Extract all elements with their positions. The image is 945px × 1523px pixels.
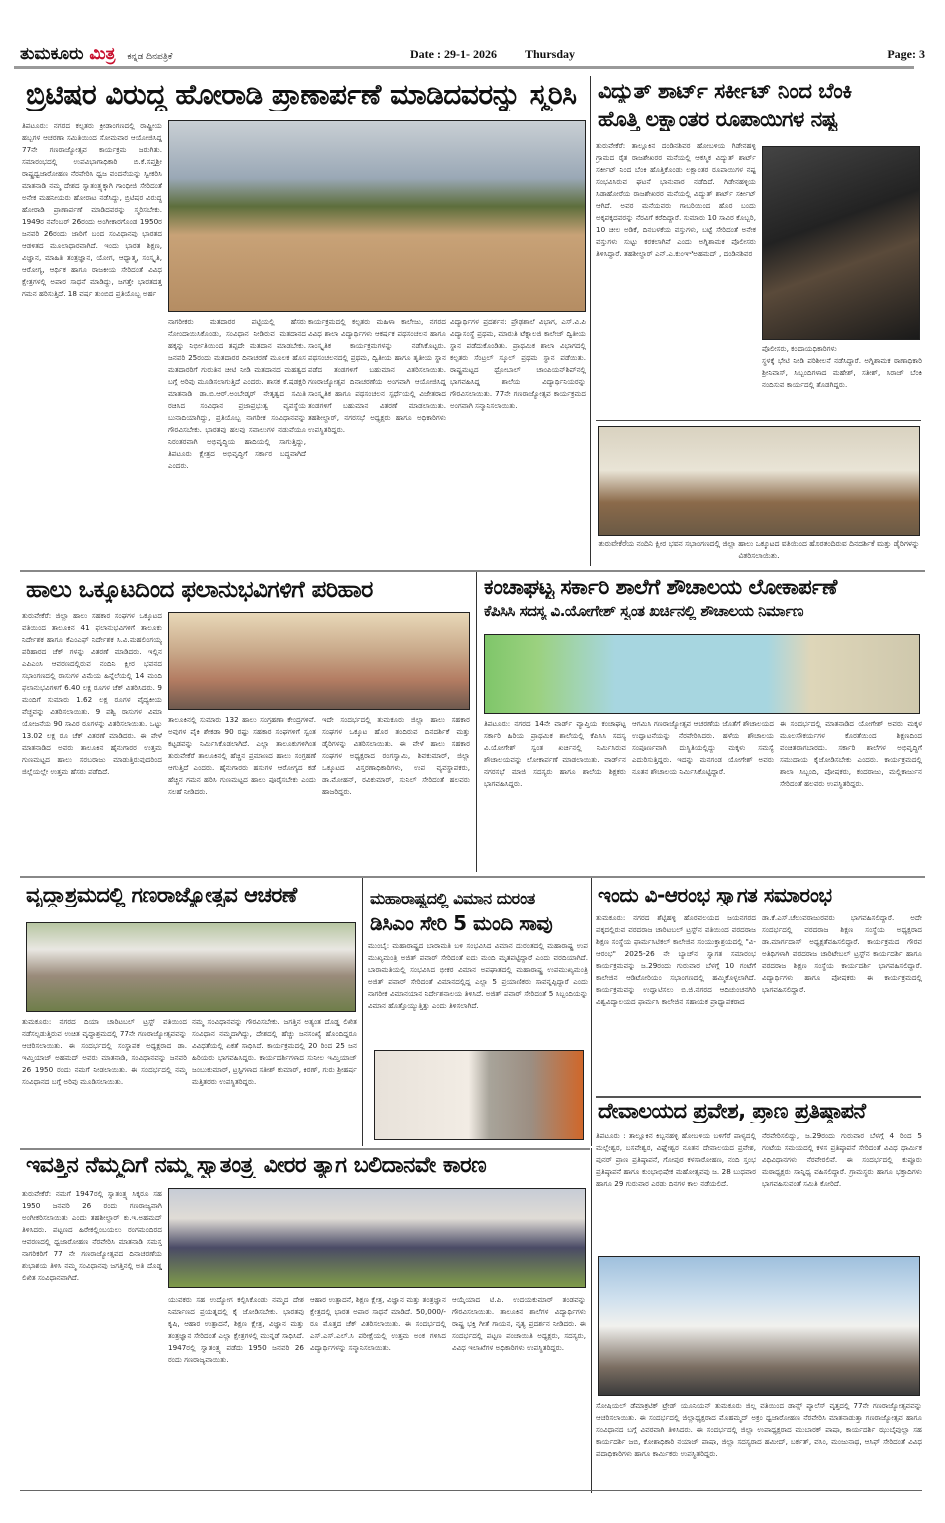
article-union-body: ಸೋಷಿಯಲ್ ಡೆಮಾಕ್ರಟಿಕ್ ಟ್ರೇಡ್ ಯೂನಿಯನ್ ತುಮಕೂರು ಜಿಲ್ಲ ವತಿಯಿಂದ ಡಾನ್ಸ್ ಪ್ಯಾಲೆಸ್ ವೃತ್ತದಲ್ಲಿ 77ನೇ ಗಣರಾಜ್ಯೋತ್ಸವವನ್ನು ಆಚರಿಸಲಾಯಿತು. ಈ ಸಂದರ್ಭದಲ್ಲಿ ಜಿಲ್ಲಾಧ್ಯಕ್ಷರಾದ ಮೊಹಮ್ಮದ್ ಅಕ್ರಂ ಧ್ವಜಾರೋಹಣ ನೆರವೇರಿಸಿ ಮಾತನಾಡುತ್ತಾ ಗಣರಾಜ್ಯೋತ್ಸವ ಹಾಗೂ ಸಂವಿಧಾನದ ಬಗ್ಗೆ ವಿವರವಾಗಿ ತಿಳಿಸಿದರು. ಈ ಸಂದರ್ಭದಲ್ಲಿ ಜಿಲ್ಲಾ ಉಪಾಧ್ಯಕ್ಷರಾದ ಮುಬಾರಕ್ ಪಾಷಾ, ಕಾರ್ಯದರ್ಶಿ ಝುಬೈವುಲ್ಲಾ ಸಹ ಕಾರ್ಯದರ್ಶಿ ಜಬಿ, ಕೋಶಾಧಿಕಾರಿ ನಯಾಜ್ ಪಾಷಾ, ಜಿಲ್ಲಾ ಸದಸ್ಯರಾದ ಹಮೀದ್, ಬರ್ಕತ್, ವಸಿಂ, ಮಂಜುನಾಥ, ಆಸಿಫ್ ಸೇರಿದಂತೆ ವಿವಿಧ ಪದಾಧಿಕಾರಿಗಳು ಹಾಗೂ ಕಾರ್ಮಿಕರು ಉಪಸ್ಥಿತರಿದ್ದರು. (596, 1401, 922, 1458)
section-rule (596, 1096, 921, 1098)
article-oldage-col1: ತುಮಕೂರು: ನಗರದ ದಿಯಾ ಚಾರಿಟಬಲ್ ಟ್ರಸ್ಟ್ ವತಿಯಿಂದ ನಡೆಸಲ್ಪಡುತ್ತಿರುವ ಉಚಿತ ವೃದ್ಧಾಶ್ರಮದಲ್ಲಿ 77ನೇ ಗಣರಾಜ್ಯೋತ್ಸವವನ್ನು ಆಚರಿಸಲಾಯಿತು. ಈ ಸಂದರ್ಭದಲ್ಲಿ ಸಂಸ್ಥಾಪಕ ಅಧ್ಯಕ್ಷರಾದ ಡಾ. ಇಮ್ತಿಯಾಜ್ ಅಹಮದ್ ಅವರು ಮಾತನಾಡಿ, ಸಂವಿಧಾನವನ್ನು ಜನವರಿ 26 1950 ರಂದು ನಮಗೆ ನೀಡಲಾಯಿತು. ಈ ಸಂದರ್ಭದಲ್ಲಿ ನಮ್ಮ ಸಂವಿಧಾನದ ಬಗ್ಗೆ ಅರಿವು ಮೂಡಿಸಲಾಯಿತು. (22, 1017, 187, 1086)
article-fire-col2: ಸ್ಥಳಕ್ಕೆ ಭೇಟಿ ನೀಡಿ ಪರಿಶೀಲನೆ ನಡೆಸಿದ್ದಾರೆ. ಅಗ್ನಿಶಾಮಕ ಠಾಣಾಧಿಕಾರಿ ಶ್ರೀನಿವಾಸ್, ಸಿಬ್ಬಂದಿಗಳಾದ ಮಹೇಶ್, ಸತೀಶ್, ಸಿರಾಜ್ ಬೆಂಕಿ ನಂದಿಸುವ ಕಾರ್ಯದಲ್ಲಿ ತೊಡಗಿದ್ದರು. (762, 356, 922, 389)
headline-school-toilet: ಕಂಚಾಘಟ್ಟ ಸರ್ಕಾರಿ ಶಾಲೆಗೆ ಶೌಚಾಲಯ ಲೋಕಾರ್ಪಣೆ (484, 576, 837, 599)
photo-school-inauguration (484, 634, 920, 714)
article-freedom-col2: ಯುವಕರು ಸಹ ಉದ್ಯೋಗ ಕಲ್ಪಿಸಿಕೊಂಡು ನಮ್ಮದ ದೇಶ ನಿರ್ಮಾಣದ ಪ್ರಯತ್ನದಲ್ಲಿ ಕೈ ಜೋಡಿಸಬೇಕು. ಭಾರತವು ಕೃಷಿ, ಆಹಾರ ಉತ್ಪಾದನೆ, ಶಿಕ್ಷಣ ಕ್ಷೇತ್ರ, ವಿಜ್ಞಾನ ಮತ್ತು ತಂತ್ರಜ್ಞಾನ ಸೇರಿದಂತೆ ಎಲ್ಲಾ ಕ್ಷೇತ್ರಗಳಲ್ಲಿ ಮುನ್ನಡೆ ಸಾಧಿಸಿದೆ. 1947ರಲ್ಲಿ ಸ್ವಾತಂತ್ರ್ಯ ಪಡೆದು 1950 ಜನವರಿ 26 ರಂದು ಗಣರಾಜ್ಯವಾಯಿತು. (168, 1295, 304, 1364)
subheadline-school-toilet: ಕೆಪಿಸಿಸಿ ಸದಸ್ಯ ವಿ.ಯೋಗೇಶ್ ಸ್ವಂತ ಖರ್ಚಿನಲ್ಲಿ ಶೌಚಾಲಯ ನಿರ್ಮಾಣ (484, 603, 803, 620)
article-temple-col2: ನೆರವೇರಿಸಲಿದ್ದು, ಜ.29ರಂದು ಗುರುವಾರ ಬೆಳಗ್ಗೆ 4 ರಿಂದ 5 ಗಂಟೆಯ ಸಮಯದಲ್ಲಿ ಕಳಸ ಪ್ರತಿಷ್ಠಾಪನೆ ಸೇರಿದಂತೆ ವಿವಿಧ ಧಾರ್ಮಿಕ ವಿಧಿವಿಧಾನಗಳು ನೆರವೇರಲಿವೆ. ಈ ಸಂದರ್ಭದಲ್ಲಿ ಕುಪ್ಪೂರು ಮಠಾಧ್ಯಕ್ಷರು ಸಾನ್ನಿಧ್ಯ ವಹಿಸಲಿದ್ದಾರೆ. ಗ್ರಾಮಸ್ಥರು ಹಾಗೂ ಭಕ್ತಾದಿಗಳು ಭಾಗವಹಿಸುವಂತೆ ಸಮಿತಿ ಕೋರಿದೆ. (762, 1131, 922, 1188)
photo-milk-calendar (598, 426, 920, 536)
masthead-rule (14, 66, 914, 69)
headline-republic-day: ಬ್ರಿಟಿಷರ ವಿರುದ್ಧ ಹೋರಾಡಿ ಪ್ರಾಣಾರ್ಪಣೆ ಮಾಡಿದವರನ್ನು ಸ್ಮರಿಸಿ (26, 80, 577, 111)
issue-date: Date : 29-1- 2026 (410, 47, 497, 61)
photo-caption-milk: ತುರುವೇಕೆರೆಯ ನಂದಿನಿ ಕ್ಷೀರ ಭವನ ಸಭಾಂಗಣದಲ್ಲಿ ಜಿಲ್ಲಾ ಹಾಲು ಒಕ್ಕೂಟದ ವತಿಯಿಂದ ಹೊರತಂದಿರುವ ದಿನದರ್ಶಿಕೆ ಮತ್ತು ಡೈರಿಗಳನ್ನು ವಿತರಿಸಲಾಯಿತು. (598, 539, 920, 560)
article-oldage-col2: ನಮ್ಮ ಸಂವಿಧಾನವನ್ನು ಗೌರವಿಸಬೇಕು. ಜಗತ್ತಿನ ಅತ್ಯಂತ ದೊಡ್ಡ ಲಿಖಿತ ಸಂವಿಧಾನ ನಮ್ಮದಾಗಿದ್ದು, ದೇಶದಲ್ಲಿ ಹೆಚ್ಚು ಜನಸಂಖ್ಯೆ ಹೊಂದಿದ್ದರೂ ವಿವಿಧತೆಯಲ್ಲಿ ಏಕತೆ ಸಾಧಿಸಿದೆ. ಕಾರ್ಯಕ್ರಮದಲ್ಲಿ 20 ರಿಂದ 25 ಜನ ಹಿರಿಯರು ಭಾಗವಹಿಸಿದ್ದರು. ಕಾರ್ಯದರ್ಶಿಗಳಾದ ಸುನೀಲ ಇಮ್ತಿಯಾಜ್ ಜಂಬುಕುಮಾರ್, ಟ್ರಸ್ಟಿಗಳಾದ ಸತೀಶ್ ಕುಮಾರ್, ಕಿರಣ್, ಗುರು ಶ್ರೀಹರ್ಷ ಮತ್ತಿತರರು ಉಪಸ್ಥಿತರಿದ್ದರು. (192, 1017, 357, 1086)
article-varambha-col1: ತುಮಕೂರು: ನಗರದ ಶೆಟ್ಟಿಹಳ್ಳಿ ಹೊರವಲಯದ ಜಯನಗರದ ಪಕ್ಕದಲ್ಲಿರುವ ವರದರಾಜ ಚಾರಿಟಬಲ್ ಟ್ರಸ್ಟ್‌ನ ವತಿಯಿಂದ ವರದರಾಜ ಶಿಕ್ಷಣ ಸಂಸ್ಥೆಯ ಫಾರ್ಮಸಿಟಿಕಲ್ ಕಾಲೇಜಿನ ಸಂಯುಕ್ತಾಶ್ರಯದಲ್ಲಿ "ವಿ-ಆರಂಭ" 2025-26 ನೇ ಬ್ಯಾಚ್‌ನ ಸ್ವಾಗತ ಸಮಾರಂಭ ಕಾರ್ಯಕ್ರಮವನ್ನು ಜ.29ರಂದು ಗುರುವಾರ ಬೆಳಗ್ಗೆ 10 ಗಂಟೆಗೆ ಕಾಲೇಜಿನ ಆಡಿಟೋರಿಯಂ ಸಭಾಂಗಣದಲ್ಲಿ ಹಮ್ಮಿಕೊಳ್ಳಲಾಗಿದೆ. ಕಾರ್ಯಕ್ರಮವನ್ನು ಉದ್ಘಾಟಿಸಲು ಬಿ.ಜಿ.ನಗರದ ಆದಿಚುಂಚನಗಿರಿ ವಿಶ್ವವಿದ್ಯಾಲಯದ ಫಾರ್ಮಸಿ ಕಾಲೇಜಿನ ಸಹಾಯಕ ಪ್ರಾಧ್ಯಾಪಕರಾದ (596, 913, 756, 1006)
headline-freedom-fighters: ಇವತ್ತಿನ ನೆಮ್ಮದಿಗೆ ನಮ್ಮ ಸ್ವಾತಂತ್ರ್ಯ ವೀರರ ತ್ಯಾಗ ಬಲಿದಾನವೇ ಕಾರಣ (26, 1154, 487, 1178)
article-republic-col1: ತಿಪಟೂರು: ನಗರದ ಕಲ್ಪತರು ಕ್ರೀಡಾಂಗಣದಲ್ಲಿ ರಾಷ್ಟ್ರೀಯ ಹಬ್ಬಗಳ ಆಚರಣಾ ಸಮಿತಿಯಿಂದ ಸೋಮವಾರ ಆಯೋಜಿಸಿದ್ದ 77ನೇ ಗಣರಾಜ್ಯೋತ್ಸವ ಕಾರ್ಯಕ್ರಮ ಜರುಗಿತು. ಸಮಾರಂಭದಲ್ಲಿ ಉಪವಿಭಾಗಾಧಿಕಾರಿ ಬಿ.ಕೆ.ಸಪ್ತಶ್ರೀ ರಾಷ್ಟ್ರಧ್ವಜಾರೋಹಣ ನೆರವೇರಿಸಿ ಧ್ವಜ ವಂದನೆಯನ್ನು ಸ್ವೀಕರಿಸಿ ಮಾತನಾಡಿ ನಮ್ಮ ದೇಶದ ಸ್ವಾತಂತ್ರ್ಯಕ್ಕಾಗಿ ಗಾಂಧೀಜಿ ಸೇರಿದಂತೆ ಅನೇಕ ಮಹನೀಯರು ಹೋರಾಟ ನಡೆಸಿದ್ದು, ಬ್ರಿಟಿಷರ ವಿರುದ್ಧ ಹೋರಾಡಿ ಪ್ರಾಣಾರ್ಪಣೆ ಮಾಡಿದವರನ್ನು ಸ್ಮರಿಸಬೇಕು. 1949ರ ನವೆಂಬರ್ 26ರಂದು ಅಂಗೀಕಾರಗೊಂಡ 1950ರ ಜನವರಿ 26ರಂದು ಜಾರಿಗೆ ಬಂದ ಸಂವಿಧಾನವು ಭಾರತದ ಆಡಳಿತದ ಮೂಲಾಧಾರವಾಗಿದೆ. ಇಂದು ಭಾರತ ಶಿಕ್ಷಣ, ವಿಜ್ಞಾನ, ಮಾಹಿತಿ ತಂತ್ರಜ್ಞಾನ, ಯೋಗ, ಆಧ್ಯಾತ್ಮ, ಸಂಸ್ಕೃತಿ, ಆರೋಗ್ಯ, ಆರ್ಥಿಕ ಹಾಗೂ ರಾಜಕೀಯ ಸೇರಿದಂತೆ ವಿವಿಧ ಕ್ಷೇತ್ರಗಳಲ್ಲಿ ಅಪಾರ ಸಾಧನೆ ಮಾಡಿದ್ದು, ಜಗತ್ತೇ ಭಾರತದತ್ತ ಗಮನ ಹರಿಸುತ್ತಿದೆ. 18 ವರ್ಷ ತುಂಬಿದ ಪ್ರತಿಯೊಬ್ಬ ಅರ್ಹ (22, 121, 162, 298)
column-divider (591, 878, 592, 1146)
footer-rule (20, 1490, 922, 1491)
column-divider (476, 572, 477, 872)
photo-student-awards (168, 1188, 586, 1288)
article-republic-col4: ವಿದ್ಯಾರ್ಥಿಗಳ ಪ್ರದರ್ಶನ: ಪ್ರೌಢಶಾಲೆ ವಿಭಾಗ, ಎಸ್.ವಿ.ಪಿ ವಿದ್ಯಾಸಂಸ್ಥೆ ಪ್ರಥಮ, ಮಾರುತಿ ಟೆಕ್ನಾಲಜಿ ಕಾಲೇಜ್ ದ್ವಿತೀಯ ಸ್ಥಾನ ಪಡೆದುಕೊಂಡಿತು. ಪ್ರಾಥಮಿಕ ಶಾಲಾ ವಿಭಾಗದಲ್ಲಿ ಕಲ್ಪತರು ಸೆಂಟ್ರಲ್ ಸ್ಕೂಲ್ ಪ್ರಥಮ ಸ್ಥಾನ ಪಡೆಯಿತು. ರಾಷ್ಟ್ರಮಟ್ಟದ ಥ್ರೋಬಾಲ್ ಚಾಂಪಿಯನ್‌ಶಿಪ್‌ನಲ್ಲಿ ಭಾಗವಹಿಸಿದ್ದ ಶಾಲೆಯ ವಿದ್ಯಾರ್ಥಿನಿಯರನ್ನು ಗೌರವಿಸಲಾಯಿತು. 77ನೇ ಗಣರಾಜ್ಯೋತ್ಸವ ಕಾರ್ಯಕ್ರಮದ ಅಂಗವಾಗಿ ಸನ್ಮಾನಿಸಲಾಯಿತು. (450, 317, 586, 410)
article-republic-col3: ಕಾರ್ಯಕ್ರಮದಲ್ಲಿ ಕಲ್ಪತರು ಮಹಿಳಾ ಕಾಲೇಜು, ನಗರದ ವಿವಿಧ ಶಾಲಾ ವಿದ್ಯಾರ್ಥಿಗಳು ಆಕರ್ಷಕ ಪಥಸಂಚಲನ ಹಾಗೂ ಸಾಂಸ್ಕೃತಿಕ ಕಾರ್ಯಕ್ರಮಗಳನ್ನು ನಡೆಸಿಕೊಟ್ಟರು. ಪಥಸಂಚಲನದಲ್ಲಿ ಪ್ರಥಮ, ದ್ವಿತೀಯ ಹಾಗೂ ತೃತೀಯ ಸ್ಥಾನ ಪಡೆದ ತಂಡಗಳಿಗೆ ಬಹುಮಾನ ವಿತರಿಸಲಾಯಿತು. ಗಣರಾಜ್ಯೋತ್ಸವ ದಿನಾಚರಣೆಯ ಅಂಗವಾಗಿ ಆಯೋಜಿಸಿದ್ದ ಸಾಂಸ್ಕೃತಿಕ ಹಾಗೂ ಪಥಸಂಚಲನ ಸ್ಪರ್ಧೆಯಲ್ಲಿ ವಿಜೇತರಾದ ತಂಡಗಳಿಗೆ ಬಹುಮಾನ ವಿತರಣೆ ಮಾಡಲಾಯಿತು. ತಹಶೀಲ್ದಾರ್, ನಗರಸಭೆ ಅಧ್ಯಕ್ಷರು ಹಾಗೂ ಅಧಿಕಾರಿಗಳು ಉಪಸ್ಥಿತರಿದ್ದರು. (308, 317, 446, 434)
section-rule (20, 876, 925, 878)
headline-temple: ದೇವಾಲಯದ ಪ್ರವೇಶ, ಪ್ರಾಣ ಪ್ರತಿಷ್ಠಾಪನೆ (598, 1100, 866, 1123)
column-divider (590, 76, 591, 566)
column-divider (362, 878, 363, 1146)
column-divider (591, 1148, 592, 1493)
headline-plane-line2: ಡಿಸಿಎಂ ಸೇರಿ 5 ಮಂದಿ ಸಾವು (370, 912, 553, 934)
article-milk-col3: ಇದೇ ಸಂದರ್ಭದಲ್ಲಿ ತುಮಕೂರು ಜಿಲ್ಲಾ ಹಾಲು ಸಹಕಾರ ಸಂಘಗಳ ಒಕ್ಕೂಟ ಹೊರ ತಂದಿರುವ ದಿನದರ್ಶಿಕೆ ಮತ್ತು ಡೈರಿಗಳನ್ನು ವಿತರಿಸಲಾಯಿತು. ಈ ವೇಳೆ ಹಾಲು ಸಹಕಾರ ಸಂಘಗಳ ಅಧ್ಯಕ್ಷರಾದ ರಂಗಸ್ವಾಮಿ, ಶಿವಕುಮಾರ್, ಜಿಲ್ಲಾ ಒಕ್ಕೂಟದ ವಿಸ್ತರಣಾಧಿಕಾರಿಗಳು, ಉಪ ವ್ಯವಸ್ಥಾಪಕರು, ಡಾ.ಮೋಹನ್, ರವಿಕುಮಾರ್, ಸುನಿಲ್ ಸೇರಿದಂತೆ ಹಲವರು ಹಾಜರಿದ್ದರು. (322, 715, 470, 796)
logo-tagline: ಕನ್ನಡ ದಿನಪತ್ರಿಕೆ (127, 52, 173, 62)
article-milk-col2: ತಾಲೂಕಿನಲ್ಲಿ ಸುಮಾರು 132 ಹಾಲು ಸಂಗ್ರಹಣಾ ಕೇಂದ್ರಗಳಿವೆ. ಅವುಗಳ ಪೈಕಿ ಶೇಕಡಾ 90 ರಷ್ಟು ಸಹಕಾರ ಸಂಘಗಳಿಗೆ ಸ್ವಂತ ಕಟ್ಟಡವನ್ನು ನಿರ್ಮಿಸಿಕೊಡಲಾಗಿದೆ. ಎಲ್ಲಾ ತಾಲೂಕುಗಳಿಗಿಂತ ತುರುವೇಕೆರೆ ತಾಲೂಕಿನಲ್ಲಿ ಹೆಚ್ಚಿನ ಪ್ರಮಾಣದ ಹಾಲು ಸಂಗ್ರಹಣೆ ಆಗುತ್ತಿದೆ ಎಂದರು. ಹೈನುಗಾರರು ಹಸುಗಳ ಆರೋಗ್ಯದ ಕಡೆ ಹೆಚ್ಚಿನ ಗಮನ ಹರಿಸಿ ಗುಣಮಟ್ಟದ ಹಾಲು ಪೂರೈಸಬೇಕು ಎಂದು ಸಲಹೆ ನೀಡಿದರು. (168, 715, 316, 796)
headline-v-arambha: ಇಂದು ವಿ-ಆರಂಭ ಸ್ವಾಗತ ಸಮಾರಂಭ (598, 884, 832, 906)
headline-milk-union: ಹಾಲು ಒಕ್ಕೂಟದಿಂದ ಫಲಾನುಭವಿಗಳಿಗೆ ಪರಿಹಾರ (26, 578, 373, 603)
article-freedom-col4: ಆಯ್ಕೆಯಾದ ಟಿ.ಪಿ. ಉದಯಕುಮಾರ್ ತಂಡವನ್ನು ಗೌರವಿಸಲಾಯಿತು. ತಾಲೂಕಿನ ಶಾಲೆಗಳ ವಿದ್ಯಾರ್ಥಿಗಳು ರಾಷ್ಟ್ರ ಭಕ್ತಿ ಗೀತೆ ಗಾಯನ, ನೃತ್ಯ ಪ್ರದರ್ಶನ ನೀಡಿದರು. ಈ ಸಂದರ್ಭದಲ್ಲಿ ಪಟ್ಟಣ ಪಂಚಾಯಿತಿ ಅಧ್ಯಕ್ಷರು, ಸದಸ್ಯರು, ವಿವಿಧ ಇಲಾಖೆಗಳ ಅಧಿಕಾರಿಗಳು ಉಪಸ್ಥಿತರಿದ್ದರು. (452, 1295, 586, 1352)
article-fire-side: ಪೊಲೀಸರು, ಕಂದಾಯಧಿಕಾರಿಗಳು (762, 344, 837, 353)
headline-fire-line2: ಹೊತ್ತಿ ಲಕ್ಷಾಂತರ ರೂಪಾಯಿಗಳ ನಷ್ಟ (598, 108, 838, 131)
article-milk-col1: ತುರುವೇಕೆರೆ: ಜಿಲ್ಲಾ ಹಾಲು ಸಹಕಾರ ಸಂಘಗಳ ಒಕ್ಕೂಟದ ವತಿಯಿಂದ ತಾಲೂಕಿನ 41 ಫಲಾನುಭವಿಗಳಿಗೆ ತಾಲೂಕು ನಿರ್ದೇಶಕ ಹಾಗೂ ಕೆಎಂಎಫ್ ನಿರ್ದೇಶಕ ಸಿ.ವಿ.ಮಹಲಿಂಗಯ್ಯ ಪರಿಹಾರದ ಚೆಕ್ ಗಳನ್ನು ವಿತರಣೆ ಮಾಡಿದರು. ಇಲ್ಲಿನ ಎಪಿಎಂಸಿ ಆವರಣದಲ್ಲಿರುವ ನಂದಿನಿ ಕ್ಷೀರ ಭವನದ ಸಭಾಂಗಣದಲ್ಲಿ ರಾಸುಗಳ ವಿಮೆಯ ಹಿನ್ನೆಲೆಯಲ್ಲಿ 14 ಮಂದಿ ಫಲಾನುಭವಿಗಳಿಗೆ 6.40 ಲಕ್ಷ ರೂಗಳ ಚೆಕ್ ವಿತರಿಸಿದರು. 9 ಮಂದಿಗೆ ಸುಮಾರು 1.62 ಲಕ್ಷ ರೂಗಳ ವೈದ್ಯಕೀಯ ವೆಚ್ಚವನ್ನು ವಿತರಿಸಲಾಯಿತು. 9 ಪಶ್ವಿ ರಾಸುಗಳ ವಿಮಾ ಯೋಜನೆಯ 90 ಸಾವಿರ ರೂಗಳನ್ನು ವಿತರಿಸಲಾಯಿತು. ಒಟ್ಟು 13.02 ಲಕ್ಷ ರೂ ಚೆಕ್ ವಿತರಣೆ ಮಾಡಿದರು. ಈ ವೇಳೆ ಮಾತನಾಡಿದ ಅವರು ತಾಲೂಕಿನ ಹೈನುಗಾರರ ಉತ್ತಮ ಗುಣಮಟ್ಟದ ಹಾಲು ಸರಬರಾಜು ಮಾಡುತ್ತಿರುವುದರಿಂದ ಜಿಲ್ಲೆಯಲ್ಲೇ ಉತ್ತಮ ಹೆಸರು ಪಡೆದಿದೆ. (22, 611, 162, 776)
logo-accent: ಮಿತ್ರ (89, 44, 116, 64)
photo-old-age-home (26, 922, 356, 1012)
article-school-col1: ತಿಪಟೂರು: ನಗರದ 14ನೇ ವಾರ್ಡ್ ವ್ಯಾಪ್ತಿಯ ಕಂಚಾಘಟ್ಟ ಸರ್ಕಾರಿ ಹಿರಿಯ ಪ್ರಾಥಮಿಕ ಶಾಲೆಯಲ್ಲಿ ಕೆಪಿಸಿಸಿ ಸದಸ್ಯ ವಿ.ಯೋಗೇಶ್ ಸ್ವಂತ ಖರ್ಚಿನಲ್ಲಿ ನಿರ್ಮಿಸಿರುವ ಶೌಚಾಲಯವನ್ನು ಲೋಕಾರ್ಪಣೆ ಮಾಡಲಾಯಿತು. ವಾರ್ಡ್‌ನ ನಗರಸಭೆ ಮಾಜಿ ಸದಸ್ಯರು ಹಾಗೂ ಶಾಲೆಯ ಶಿಕ್ಷಕರು ಭಾಗವಹಿಸಿದ್ದರು. (484, 719, 626, 788)
page-number: Page: 3 (887, 47, 925, 61)
newspaper-logo (20, 44, 172, 64)
logo-main: ತುಮಕೂರು (20, 44, 84, 64)
photo-republic-parade (168, 120, 586, 312)
photo-milk-beneficiaries (168, 612, 470, 710)
article-plane-body: ಮುಂಬೈ: ಮಹಾರಾಷ್ಟ್ರದ ಬಾರಾಮತಿ ಬಳಿ ಸಂಭವಿಸಿದ ವಿಮಾನ ದುರಂತದಲ್ಲಿ ಮಹಾರಾಷ್ಟ್ರ ಉಪ ಮುಖ್ಯಮಂತ್ರಿ ಅಜಿತ್ ಪವಾರ್ ಸೇರಿದಂತೆ ಐದು ಮಂದಿ ಮೃತಪಟ್ಟಿದ್ದಾರೆ ಎಂದು ವರದಿಯಾಗಿದೆ. ಬಾರಾಮತಿಯಲ್ಲಿ ಸಂಭವಿಸಿದ ಭೀಕರ ವಿಮಾನ ಅಪಘಾತದಲ್ಲಿ ಮಹಾರಾಷ್ಟ್ರ ಉಪಮುಖ್ಯಮಂತ್ರಿ ಅಜಿತ್ ಪವಾರ್ ಸೇರಿದಂತೆ ವಿಮಾನದಲ್ಲಿದ್ದ ಎಲ್ಲಾ 5 ಪ್ರಯಾಣಿಕರು ಸಾವನ್ನಪ್ಪಿದ್ದಾರೆ ಎಂದು ನಾಗರೀಕ ವಿಮಾನಯಾನ ನಿರ್ದೇಶನಾಲಯ ತಿಳಿಸಿದೆ. ಅಜಿತ್ ಪವಾರ್ ಸೇರಿದಂತೆ 5 ಸಿಬ್ಬಂದಿಯನ್ನು ವಿಮಾನ ಹೊತ್ತೊಯ್ಯುತ್ತಿತ್ತು ಎಂದು ತಿಳಿಸಲಾಗಿದೆ. (368, 941, 588, 1010)
headline-old-age-home: ವೃದ್ಧಾಶ್ರಮದಲ್ಲಿ ಗಣರಾಜ್ಯೋತ್ಸವ ಆಚರಣೆ (26, 884, 297, 907)
article-republic-col2: ನಾಗರೀಕರು ಮತದಾರರ ಪಟ್ಟಿಯಲ್ಲಿ ಹೆಸರು ನೋಂದಾಯಿಸಿಕೊಂಡು, ಸಂವಿಧಾನ ನೀಡಿರುವ ಮತದಾನದ ಹಕ್ಕನ್ನು ನಿರ್ಭೀತಿಯಿಂದ ತಪ್ಪದೇ ಮತದಾನ ಮಾಡಬೇಕು. ಜನವರಿ 25ರಂದು ಮತದಾರರ ದಿನಾಚರಣೆ ಮೂಲಕ ಹೊಸ ಮತದಾರರಿಗೆ ಗುರುತಿನ ಚೀಟಿ ನೀಡಿ ಮತದಾನದ ಮಹತ್ವದ ಬಗ್ಗೆ ಅರಿವು ಮೂಡಿಸಲಾಗುತ್ತಿದೆ ಎಂದರು. ಶಾಸಕ ಕೆ.ಷಡಕ್ಷರಿ ಮಾತನಾಡಿ ಡಾ.ಬಿ.ಆರ್.ಅಂಬೇಡ್ಕರ್ ನೇತೃತ್ವದ ಸಮಿತಿ ರಚಿಸಿದ ಸಂವಿಧಾನ ಪ್ರಜಾಪ್ರಭುತ್ವ ವ್ಯವಸ್ಥೆಯ ಬುನಾದಿಯಾಗಿದ್ದು, ಪ್ರತಿಯೊಬ್ಬ ನಾಗರೀಕ ಸಂವಿಧಾನವನ್ನು ಗೌರವಿಸಬೇಕು. ಭಾರತವು ಹಲವು ಸವಾಲುಗಳ ನಡುವೆಯೂ ನಿರಂತರವಾಗಿ ಅಭಿವೃದ್ಧಿಯ ಹಾದಿಯಲ್ಲಿ ಸಾಗುತ್ತಿದ್ದು, ತಿಪಟೂರು ಕ್ಷೇತ್ರದ ಅಭಿವೃದ್ಧಿಗೆ ಸರ್ಕಾರ ಬದ್ಧವಾಗಿದೆ ಎಂದರು. (168, 317, 306, 470)
article-freedom-col1: ತುರುವೇಕೆರೆ: ನಮಗೆ 1947ರಲ್ಲಿ ಸ್ವಾತಂತ್ರ್ಯ ಸಿಕ್ಕರೂ ಸಹ 1950 ಜನವರಿ 26 ರಂದು ಗಣರಾಜ್ಯವಾಗಿ ಅಂಗೀಕರಿಸಲಾಯಿತು ಎಂದು ತಹಶೀಲ್ದಾರ್ ಕು.ಇ.ಅಹಮದ್ ತಿಳಿಸಿದರು. ಪಟ್ಟಣದ ಹಿರೇಕಲ್ಲಿಂಬಯಲು ರಂಗಮಂದಿರದ ಆವರಣದಲ್ಲಿ ಧ್ವಜಾರೋಹಣ ನೆರವೇರಿಸಿ ಮಾತನಾಡಿ ಸಮಸ್ತ ನಾಗರಿಕರಿಗೆ 77 ನೇ ಗಣರಾಜ್ಯೋತ್ಸವದ ದಿನಾಚರಣೆಯ ಶುಭಾಶಯ ತಿಳಿಸಿ ನಮ್ಮ ಸಂವಿಧಾನವು ಜಗತ್ತಿನಲ್ಲಿ ಅತಿ ದೊಡ್ಡ ಲಿಖಿತ ಸಂವಿಧಾನವಾಗಿದೆ. (22, 1189, 162, 1282)
section-rule (20, 570, 925, 572)
article-freedom-col3: ಆಹಾರ ಉತ್ಪಾದನೆ, ಶಿಕ್ಷಣ ಕ್ಷೇತ್ರ, ವಿಜ್ಞಾನ ಮತ್ತು ತಂತ್ರಜ್ಞಾನ ಕ್ಷೇತ್ರದಲ್ಲಿ ಭಾರತ ಅಪಾರ ಸಾಧನೆ ಮಾಡಿದೆ. 50,000/- ರೂ ಮೊತ್ತದ ಚೆಕ್ ವಿತರಿಸಲಾಯಿತು. ಈ ಸಂದರ್ಭದಲ್ಲಿ ಎಸ್.ಎಸ್.ಎಲ್.ಸಿ ಪರೀಕ್ಷೆಯಲ್ಲಿ ಉತ್ತಮ ಅಂಕ ಗಳಿಸಿದ ವಿದ್ಯಾರ್ಥಿಗಳನ್ನು ಸನ್ಮಾನಿಸಲಾಯಿತು. (310, 1295, 446, 1352)
section-rule (20, 1148, 590, 1150)
section-divider (596, 420, 921, 421)
photo-trade-union (598, 1256, 920, 1396)
article-school-col3: ಈ ಸಂದರ್ಭದಲ್ಲಿ ಮಾತನಾಡಿದ ಯೋಗೇಶ್ ಅವರು ಮಕ್ಕಳ ಮೂಲಸೌಕರ್ಯಗಳ ಕೊರತೆಯಿಂದ ಶಿಕ್ಷಣದಿಂದ ವಂಚಿತರಾಗಬಾರದು. ಸರ್ಕಾರಿ ಶಾಲೆಗಳ ಅಭಿವೃದ್ಧಿಗೆ ಸಮುದಾಯ ಕೈಜೋಡಿಸಬೇಕು ಎಂದರು. ಕಾರ್ಯಕ್ರಮದಲ್ಲಿ ಶಾಲಾ ಸಿಬ್ಬಂದಿ, ಪೋಷಕರು, ಕಂದರಾಜು, ಮಲ್ಲಿಕಾರ್ಜುನ ಸೇರಿದಂತೆ ಹಲವರು ಉಪಸ್ಥಿತರಿದ್ದರು. (780, 719, 922, 788)
article-varambha-col2: ಡಾ.ಕೆ.ಎಸ್.ಚೆಲುವರಾಜುರವರು ಭಾಗವಹಿಸಲಿದ್ದಾರೆ. ಅದೇ ಸಂದರ್ಭದಲ್ಲಿ ವರದರಾಜ ಶಿಕ್ಷಣ ಸಂಸ್ಥೆಯ ಅಧ್ಯಕ್ಷರಾದ ಡಾ.ಮಾರ್ಗದಾಸ್ ಅಧ್ಯಕ್ಷತೆವಹಿಸಲಿದ್ದಾರೆ. ಕಾರ್ಯಕ್ರಮದ ಗೌರವ ಅತಿಥಿಗಳಾಗಿ ವರದರಾಜ ಚಾರಿಟೇಬಲ್ ಟ್ರಸ್ಟ್‌ನ ಕಾರ್ಯದರ್ಶಿ ಹಾಗೂ ವರದರಾಜ ಶಿಕ್ಷಣ ಸಂಸ್ಥೆಯ ಕಾರ್ಯದರ್ಶಿ ಭಾಗವಹಿಸಲಿದ್ದಾರೆ. ವಿದ್ಯಾರ್ಥಿಗಳು ಹಾಗೂ ಪೋಷಕರು ಈ ಕಾರ್ಯಕ್ರಮದಲ್ಲಿ ಭಾಗವಹಿಸಲಿದ್ದಾರೆ. (762, 913, 922, 994)
headline-fire-line1: ವಿದ್ಯುತ್ ಶಾರ್ಟ್ ಸರ್ಕೀಟ್ ನಿಂದ ಬೆಂಕಿ (598, 80, 852, 103)
issue-day: Thursday (525, 47, 576, 61)
photo-plane-crash (374, 1050, 584, 1140)
article-school-col2: ಆಗಮಿಸಿ ಗಣರಾಜ್ಯೋತ್ಸವ ಆಚರಣೆಯ ಜೊತೆಗೆ ಶೌಚಾಲಯದ ಉದ್ಘಾಟನೆಯನ್ನು ನೆರವೇರಿಸಿದರು. ಹಳೆಯ ಶೌಚಾಲಯ ಸಂಪೂರ್ಣವಾಗಿ ದುಸ್ಥಿತಿಯಲ್ಲಿದ್ದು ಮಕ್ಕಳು ಸಮಸ್ಯೆ ಎದುರಿಸುತ್ತಿದ್ದರು. ಇದನ್ನು ಮನಗಂಡ ಯೋಗೇಶ್ ಅವರು ನೂತನ ಶೌಚಾಲಯ ನಿರ್ಮಿಸಿಕೊಟ್ಟಿದ್ದಾರೆ. (632, 719, 774, 776)
article-temple-col1: ತಿಪಟೂರು : ತಾಲ್ಲೂಕಿನ ಕಿಬ್ಬನಹಳ್ಳಿ ಹೋಬಳಿಯ ಬಳಿಗೆರೆ ಪಾಳ್ಯದಲ್ಲಿ ಮಲ್ಲೇಶ್ವರ, ಬಸವೇಶ್ವರ, ವಿಘ್ನೇಶ್ವರ ನೂತನ ದೇವಾಲಯದ ಪ್ರವೇಶ, ಪುನರ್ ಪ್ರಾಣ ಪ್ರತಿಷ್ಠಾಪನೆ, ಗೋಪುರ ಕಳಸಾರೋಹಣ, ನಂದಿ ಸ್ತಂಭ ಪ್ರತಿಷ್ಠಾಪನೆ ಹಾಗೂ ಕುಂಭಾಭಿಷೇಕ ಮಹೋತ್ಸವವು ಜ. 28 ಬುಧವಾರ ಹಾಗೂ 29 ಗುರುವಾರ ಎರಡು ದಿನಗಳ ಕಾಲ ನಡೆಯಲಿದೆ. (596, 1131, 756, 1188)
photo-fire-damage (762, 146, 920, 340)
article-fire-col1: ತುರುವೇಕೆರೆ: ತಾಲ್ಲೂಕಿನ ದಂಡಿನಶಿವರ ಹೋಬಳಿಯ ಗಿಡೇನಹಳ್ಳಿ ಗ್ರಾಮದ ರೈತ ರಾಜಶೇಖರರ ಮನೆಯಲ್ಲಿ ಆಕಸ್ಮಿಕ ವಿದ್ಯುತ್ ಶಾರ್ಟ್ ಸರ್ಕೀಟ್ ನಿಂದ ಬೆಂಕಿ ಹೊತ್ತಿಕೊಂಡು ಲಕ್ಷಾಂತರ ರೂಪಾಯಿಗಳ ನಷ್ಟ ಸಂಭವಿಸಿರುವ ಘಟನೆ ಭಾನುವಾರ ನಡೆದಿದೆ. ಗಿಡೇನಹಳ್ಳಿಯ ಸಿಡಾಹೋರೆಯ ರಾಜಶೇಖರರ ಮನೆಯಲ್ಲಿ ವಿದ್ಯುತ್ ಶಾರ್ಟ್ ಸರ್ಕೀಟ್ ಆಗಿದೆ. ಅವರ ಮನೆಯವರು ಗಾಬರಿಯಿಂದ ಹೊರ ಬಂದು ಅಕ್ಕಪಕ್ಕದವರನ್ನು ನೆರವಿಗೆ ಕರೆದಿದ್ದಾರೆ. ಸುಮಾರು 10 ಸಾವಿರ ಕೊಬ್ಬರಿ, 10 ಚೀಲ ಅಡಿಕೆ, ದಿನಬಳಕೆಯ ವಸ್ತುಗಳು, ಬಟ್ಟೆ ಸೇರಿದಂತೆ ಅನೇಕ ವಸ್ತುಗಳು ಸುಟ್ಟು ಕರಕಲಾಗಿವೆ ಎಂದು ಅಗ್ನಿಶಾಮಕ ಪೊಲೀಸರು ತಿಳಿಸಿದ್ದಾರೆ. ತಹಶೀಲ್ದಾರ್ ಎನ್.ಎ.ಕುಂಞಿಅಹಮದ್ , ದಂಡಿನಶಿವರ (596, 141, 756, 258)
masthead (20, 44, 925, 64)
headline-plane-line1: ಮಹಾರಾಷ್ಟ್ರದಲ್ಲಿ ವಿಮಾನ ದುರಂತ (370, 890, 535, 908)
